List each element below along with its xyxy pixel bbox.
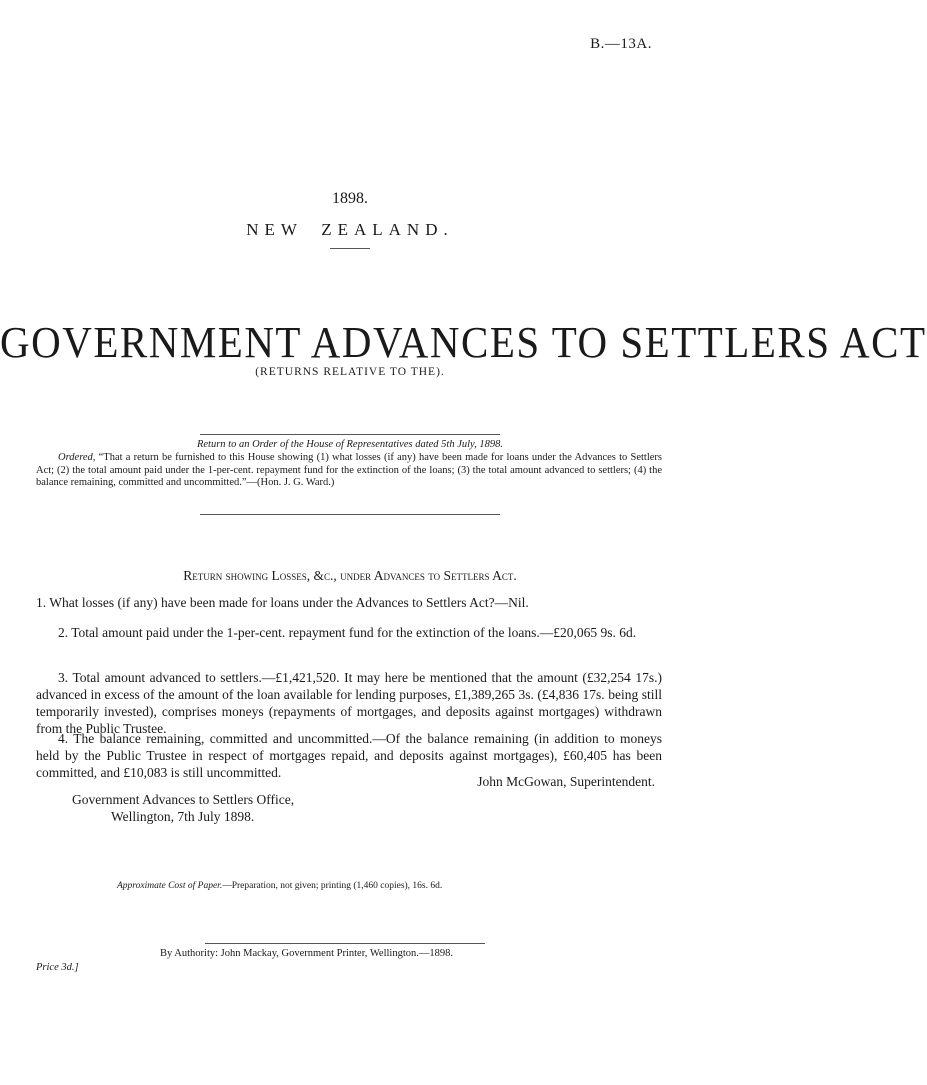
divider-order-top (200, 434, 500, 435)
paragraph-1: 1. What losses (if any) have been made for loans under the Advances to Settlers Act?—Nil. (36, 595, 529, 610)
paragraph-2: 2. Total amount paid under the 1-per-cent. repayment fund for the extinction of the loans.—£20,065 9s. 6d. (58, 625, 637, 640)
cost-label: Approximate Cost of Paper. (117, 881, 223, 891)
office-location-date: Wellington, 7th July 1898. (111, 809, 255, 824)
cost-note (117, 881, 442, 891)
document-title: GOVERNMENT ADVANCES TO SETTLERS ACT (0, 317, 927, 367)
document-year: 1898. (332, 190, 368, 207)
order-body-text: “That a return be furnished to this House showing (1) what losses (if any) have been made for loans under the Advances to Settlers Act; (2) the total amount paid under the 1-per-cent. repayment fund for the extinction of the loans; (3) the total amount advanced to settlers; (4) the balance remaining, committed and uncommitted.”—(Hon. J. G. Ward.) (36, 452, 662, 488)
price-note: Price 3d.] (36, 962, 79, 973)
order-label: Ordered, (58, 452, 96, 463)
divider-short (330, 248, 370, 249)
office-name: Government Advances to Settlers Office, (72, 792, 295, 807)
country-heading (0, 220, 700, 240)
paragraph-4: 4. The balance remaining, committed and uncommitted.—Of the balance remaining (in addition to moneys held by the Public Trustee in respect of mortgages repaid, and deposits against mortgages), £60,405 has been committed, and £10,083 is still uncommitted. (36, 731, 662, 780)
order-heading: Return to an Order of the House of Representatives dated 5th July, 1898. (196, 439, 503, 450)
country-word-1: NEW (246, 220, 303, 239)
cost-text: —Preparation, not given; printing (1,460 copies), 16s. 6d. (222, 881, 443, 891)
document-reference: B.—13A. (590, 36, 652, 52)
signature: John McGowan, Superintendent. (477, 774, 655, 789)
return-heading: Return showing Losses, &c., under Advances to Settlers Act. (183, 568, 517, 583)
divider-authority (205, 943, 485, 944)
printer-authority: By Authority: John Mackay, Government Printer, Wellington.—1898. (160, 948, 453, 959)
order-text (36, 452, 662, 490)
document-subtitle: (RETURNS RELATIVE TO THE). (255, 366, 445, 378)
country-word-2: ZEALAND. (321, 220, 454, 239)
paragraph-3: 3. Total amount advanced to settlers.—£1,421,520. It may here be mentioned that the amount (£32,254 17s.) advanced in excess of the amount of the loan available for lending purposes, £1,389,265 3s. (£4,836 17s. being still temporarily invested), comprises moneys (repayments of mortgages, and deposits against mortgages) withdrawn from the Public Trustee. (36, 670, 662, 736)
divider-order-bottom (200, 514, 500, 515)
